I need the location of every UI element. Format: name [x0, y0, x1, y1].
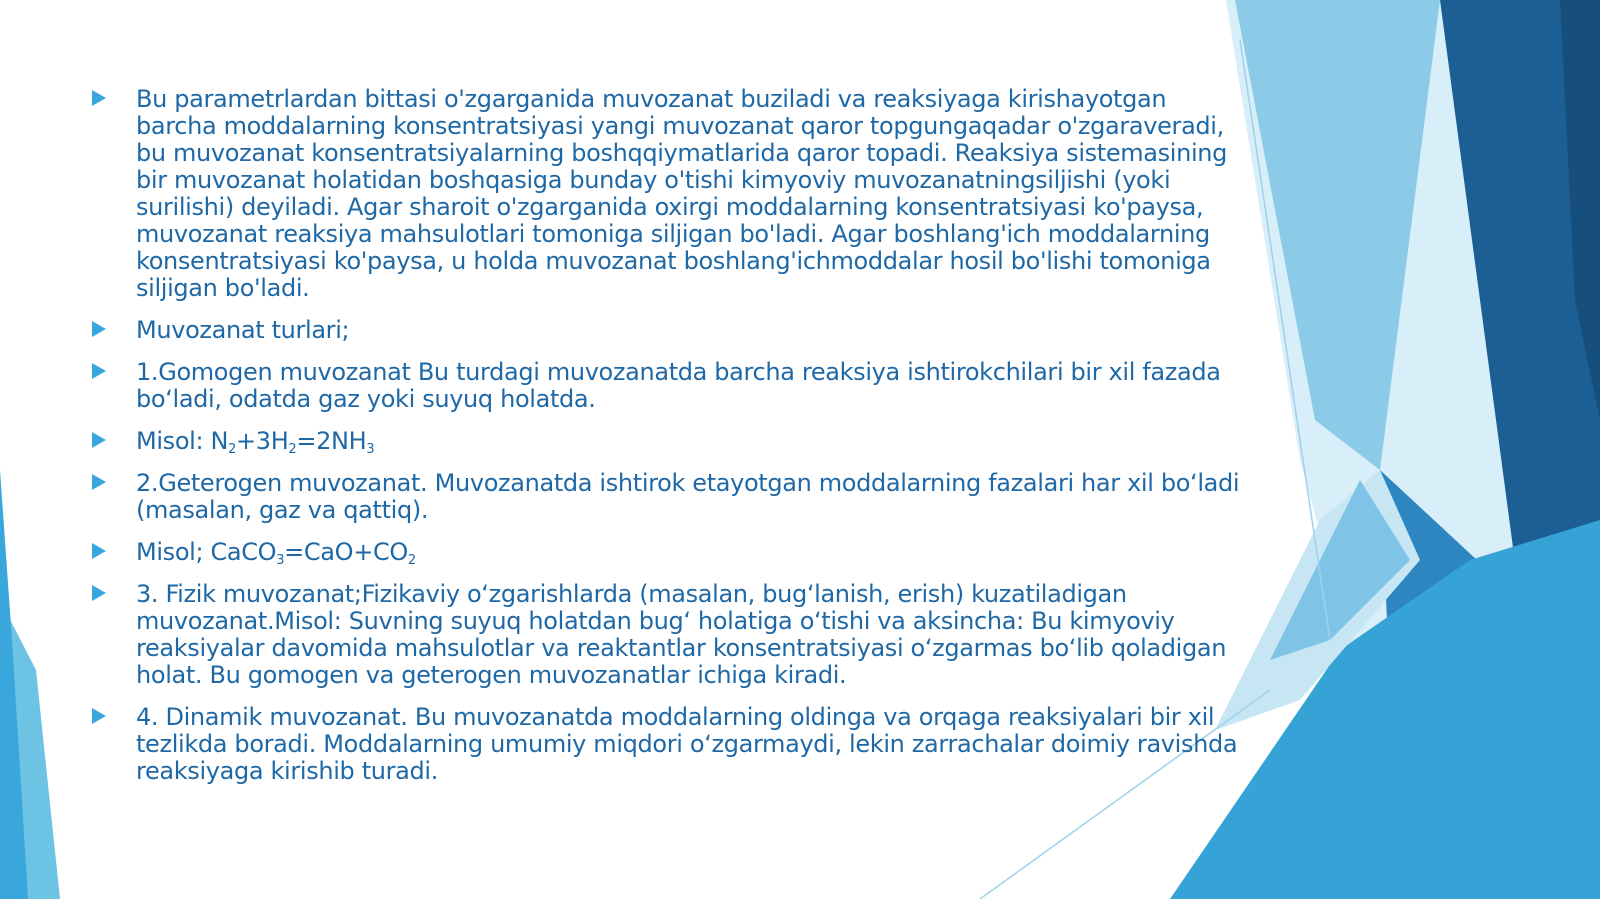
formula-part: Misol; CaCO — [136, 538, 277, 566]
formula-subscript: 2 — [288, 442, 297, 457]
bullet-item — [92, 86, 1244, 302]
formula-part: +3H — [236, 427, 289, 455]
bullet-text: 3. Fizik muvozanat;Fizikaviy o‘zgarishlarda (masalan, bug‘lanish, erish) kuzatiladigan muvozanat.Misol: Suvning suyuq holatdan bug‘ holatiga o‘tishi va aksincha: Bu kimyoviy reaksiyalar davomida mahsulotlar va reaktantlar konsentratsiyasi o‘zgarmas bo‘lib qoladigan holat. Bu gomogen va geterogen muvozanatlar ichiga kiradi. — [136, 580, 1227, 689]
formula-subscript: 2 — [228, 442, 237, 457]
bullet-text: Bu parametrlardan bittasi o'zgarganida muvozanat buziladi va reaksiyaga kirishayotgan barcha moddalarning konsentratsiyasi yangi muvozanat qaror topgungaqadar o'zgaraveradi, bu muvozanat konsentratsiyalarning boshqqiymatlarida qaror topadi. Reaksiya sistemasining bir muvozanat holatidan boshqasiga bunday o'tishi kimyoviy muvozanatningsiljishi (yoki surilishi) deyiladi. Agar sharoit o'zgarganida oxirgi moddalarning konsentratsiyasi ko'paysa, muvozanat reaksiya mahsulotlari tomoniga siljigan bo'ladi. Agar boshlang'ich moddalarning konsentratsiyasi ko'paysa, u holda muvozanat boshlang'ichmoddalar hosil bo'lishi tomoniga siljigan bo'ladi. — [136, 85, 1228, 302]
bullet-text: 1.Gomogen muvozanat Bu turdagi muvozanatda barcha reaksiya ishtirokchilari bir xil fazada bo‘ladi, odatda gaz yoki suyuq holatda. — [136, 358, 1221, 413]
formula-subscript: 3 — [276, 553, 285, 568]
bullet-item — [92, 359, 1244, 413]
bullet-arrow-icon — [92, 363, 106, 379]
bullet-arrow-icon — [92, 474, 106, 490]
formula-part: Misol: N — [136, 427, 229, 455]
bullet-arrow-icon — [92, 321, 106, 337]
formula-part: =CaO+CO — [284, 538, 408, 566]
bullet-list — [92, 86, 1244, 800]
formula-subscript: 3 — [366, 442, 375, 457]
bullet-item — [92, 704, 1244, 785]
bullet-arrow-icon — [92, 708, 106, 724]
bullet-arrow-icon — [92, 543, 106, 559]
bullet-arrow-icon — [92, 585, 106, 601]
bullet-text: Muvozanat turlari; — [136, 316, 350, 344]
bullet-item — [92, 317, 1244, 344]
bullet-item — [92, 581, 1244, 689]
formula-part: =2NH — [296, 427, 367, 455]
bullet-text: 4. Dinamik muvozanat. Bu muvozanatda moddalarning oldinga va orqaga reaksiyalari bir xil tezlikda boradi. Moddalarning umumiy miqdori o‘zgarmaydi, lekin zarrachalar doimiy ravishda reaksiyaga kirishib turadi. — [136, 703, 1238, 785]
bullet-item — [92, 470, 1244, 524]
bullet-arrow-icon — [92, 90, 106, 106]
formula-subscript: 2 — [407, 553, 416, 568]
bullet-arrow-icon — [92, 432, 106, 448]
bullet-text: 2.Geterogen muvozanat. Muvozanatda ishtirok etayotgan moddalarning fazalari har xil bo‘ladi (masalan, gaz va qattiq). — [136, 469, 1240, 524]
bullet-item-formula — [92, 428, 1244, 455]
bullet-item-formula — [92, 539, 1244, 566]
